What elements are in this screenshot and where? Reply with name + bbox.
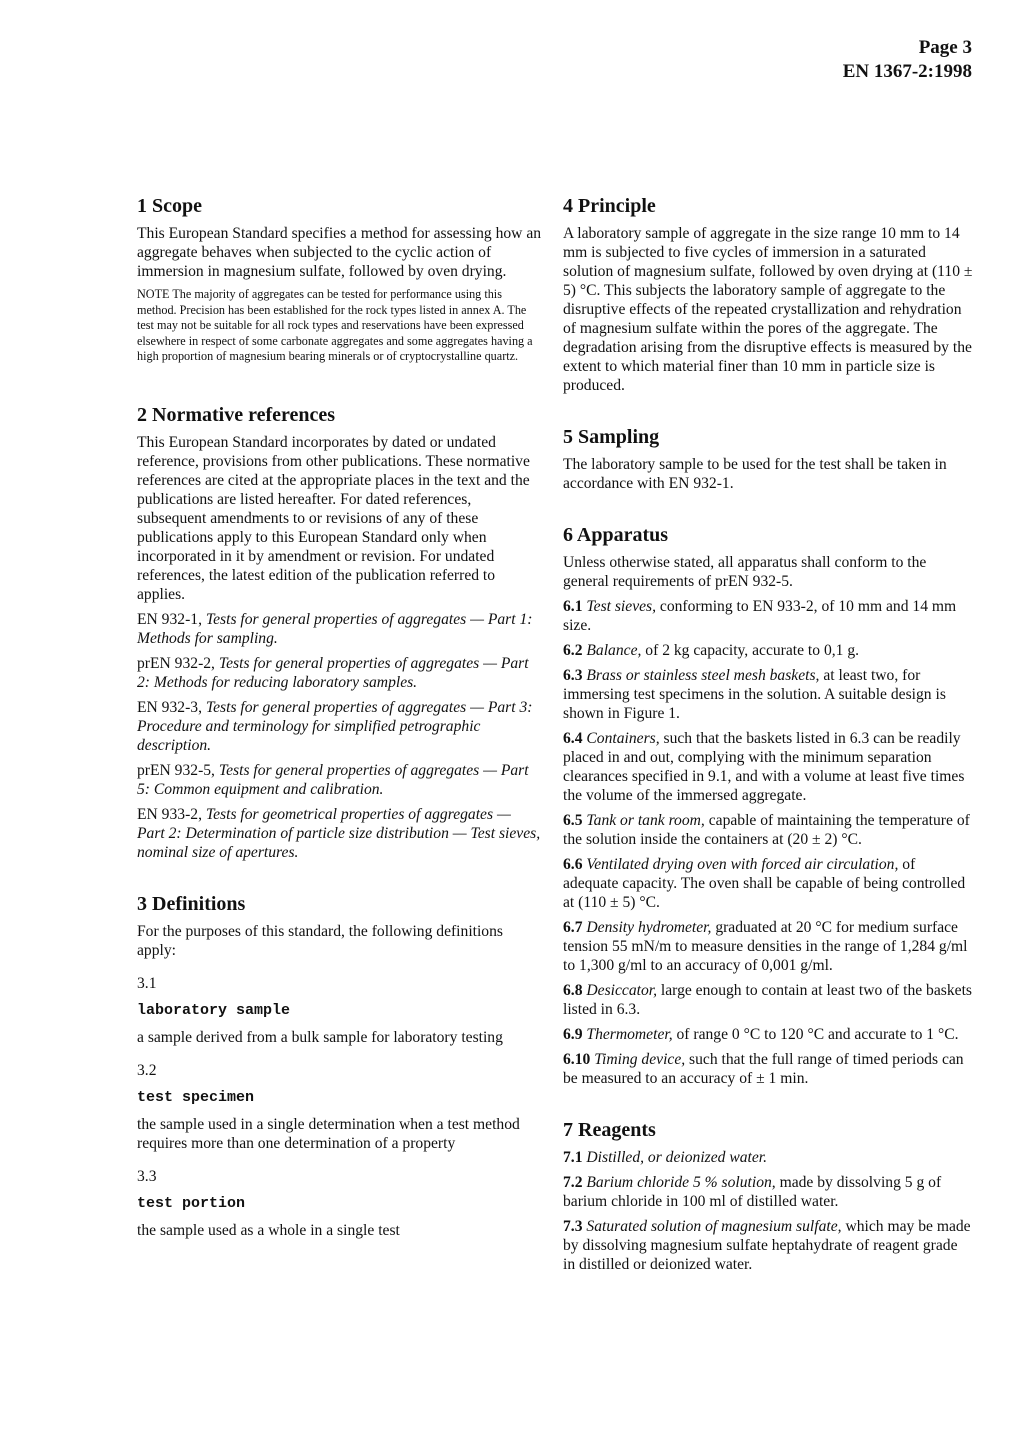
definition-text: the sample used as a whole in a single test [137, 1221, 400, 1239]
reference-item: EN 932-3, Tests for general properties of aggregates — Part 3: Procedure and terminology for simplified petrographic description. [137, 698, 533, 754]
apparatus-item: 6.2 Balance, of 2 kg capacity, accurate to 0,1 g. [563, 642, 860, 659]
apparatus-intro: Unless otherwise stated, all apparatus shall conform to the general requirements of prEN 932-5. [563, 554, 927, 590]
reagent-item: 7.1 Distilled, or deionized water. [563, 1149, 768, 1166]
definition-term: laboratory sample [137, 1001, 291, 1019]
right-column [563, 194, 973, 1280]
sampling-body: The laboratory sample to be used for the test shall be taken in accordance with EN 932-1. [563, 456, 947, 492]
scope-body: This European Standard specifies a method for assessing how an aggregate behaves when subjected to the cyclic action of immersion in magnesium sulfate, followed by oven drying. [137, 225, 542, 280]
apparatus-item: 6.10 Timing device, such that the full range of timed periods can be measured to an accuracy of ± 1 min. [563, 1051, 964, 1087]
apparatus-item: 6.4 Containers, such that the baskets listed in 6.3 can be readily placed in and out, complying with the minimum separation clearances specified in 9.1, and with a volume at least five times the volume of the immersed aggregate. [563, 730, 965, 804]
reagent-item: 7.3 Saturated solution of magnesium sulfate, which may be made by dissolving magnesium sulfate heptahydrate of reagent grade in distilled or deionized water. [563, 1218, 971, 1273]
apparatus-title: 6 Apparatus [563, 524, 669, 546]
reference-list [137, 610, 542, 862]
definition-text: the sample used in a single determination when a test method requires more than one determination of a property [137, 1115, 520, 1152]
reagents-title: 7 Reagents [563, 1119, 656, 1141]
apparatus-item: 6.8 Desiccator, large enough to contain at least two of the baskets listed in 6.3. [563, 982, 972, 1018]
apparatus-item: 6.7 Density hydrometer, graduated at 20 °C for medium surface tension 55 mN/m to measure densities in the range of 1,284 g/ml to 1,300 g/ml to an accuracy of 0,001 g/ml. [563, 919, 968, 974]
reference-item: EN 933-2, Tests for geometrical properties of aggregates — Part 2: Determination of particle size distribution — Test sieves, nominal size of apertures. [137, 805, 541, 861]
scope-note: NOTE The majority of aggregates can be tested for performance using this method. Precision has been established for the rock types listed in annex A. The test may not be suitable for all rock types and reservations have been expressed elsewhere in respect of some carbonate aggregates and some aggregates having a high proportion of magnesium bearing minerals or of cryptocrystalline quartz. [137, 287, 533, 364]
apparatus-item: 6.3 Brass or stainless steel mesh baskets, at least two, for immersing test specimens in the solution. A suitable design is shown in Figure 1. [563, 667, 946, 722]
principle-body: A laboratory sample of aggregate in the size range 10 mm to 14 mm is subjected to five cycles of immersion in a saturated solution of magnesium sulfate, followed by oven drying at (110 ± 5) °C. This subjects the laboratory sample of aggregate to the disruptive effects of the repeated crystallization and rehydration of magnesium sulfate within the pores of the aggregate. The degradation arising from the disruptive effects is measured by the extent to which material finer than 10 mm in particle size is produced. [563, 225, 973, 394]
apparatus-item: 6.9 Thermometer, of range 0 °C to 120 °C and accurate to 1 °C. [563, 1026, 959, 1043]
apparatus-item: 6.5 Tank or tank room, capable of maintaining the temperature of the solution inside the containers at (20 ± 2) °C. [563, 812, 970, 848]
reagent-item: 7.2 Barium chloride 5 % solution, made by dissolving 5 g of barium chloride in 100 ml of distilled water. [563, 1174, 942, 1210]
definition-number: 3.1 [137, 974, 157, 992]
definition-text: a sample derived from a bulk sample for laboratory testing [137, 1028, 503, 1046]
page-number: Page 3 [918, 37, 972, 58]
scope-title: 1 Scope [137, 195, 202, 217]
apparatus-item: 6.6 Ventilated drying oven with forced air circulation, of adequate capacity. The oven shall be capable of being controlled at (110 ± 5) °C. [563, 856, 966, 911]
document-id: EN 1367-2:1998 [842, 61, 972, 82]
definition-term: test specimen [137, 1088, 255, 1106]
definition-number: 3.2 [137, 1061, 157, 1079]
page-header [843, 36, 972, 84]
definition-number: 3.3 [137, 1167, 157, 1185]
left-column [137, 194, 542, 1246]
apparatus-item: 6.1 Test sieves, conforming to EN 933-2, of 10 mm and 14 mm size. [563, 598, 957, 634]
reference-item: prEN 932-2, Tests for general properties of aggregates — Part 2: Methods for reducing laboratory samples. [137, 654, 529, 691]
reference-item: EN 932-1, Tests for general properties of aggregates — Part 1: Methods for sampling. [137, 610, 533, 647]
definitions-title: 3 Definitions [137, 892, 246, 915]
definition-term: test portion [137, 1194, 246, 1212]
principle-title: 4 Principle [563, 195, 656, 217]
sampling-title: 5 Sampling [563, 426, 660, 448]
definitions-intro: For the purposes of this standard, the following definitions apply: [137, 922, 503, 959]
normative-title: 2 Normative references [137, 403, 336, 426]
reference-item: prEN 932-5, Tests for general properties of aggregates — Part 5: Common equipment and calibration. [137, 761, 529, 798]
normative-body: This European Standard incorporates by dated or undated reference, provisions from other publications. These normative references are cited at the appropriate places in the text and the publications are listed hereafter. For dated references, subsequent amendments to or revisions of any of these publications apply to this European Standard only when incorporated in it by amendment or revision. For undated references, the latest edition of the publication referred to applies. [137, 433, 530, 603]
